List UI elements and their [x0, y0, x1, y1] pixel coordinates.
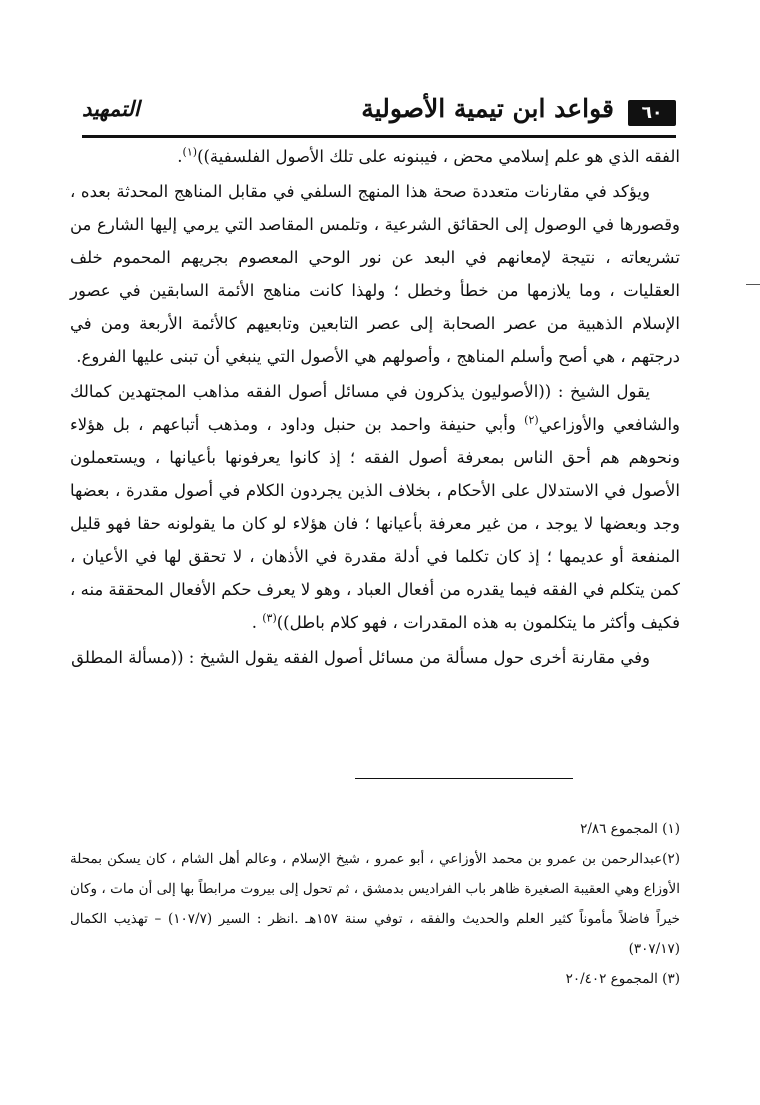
- page-number: ٦٠: [628, 100, 676, 126]
- paragraph-3: [70, 375, 680, 639]
- page-header: [82, 92, 676, 132]
- paragraph-2: ويؤكد في مقارنات متعددة صحة هذا المنهج السلفي في مقابل المناهج المحدثة بعده ، وقصورها في الوصول إلى الحقائق الشرعية ، وتلمس المقاصد التي يرمي إليها الشارع من تشريعاته ، نتيجة لإمعانهم في البعد عن نور الوحي المعصوم بجريهم المحموم خلف العقليات ، وما يلازمها من خطأ وخطل ؛ ولهذا كانت مناهج الأئمة السابقين في عصور الإسلام الذهبية من عصر الصحابة إلى عصر التابعين وتابعيهم كالأئمة الأربعة ومن في درجتهم ، هي أصح وأسلم المناهج ، وأصولهم هي الأصول التي ينبغي أن تبنى عليها الفروع.: [70, 182, 680, 366]
- footnote-ref-1: (١): [182, 145, 198, 159]
- footnote-divider: [355, 778, 573, 779]
- page-edge-mark: [746, 284, 760, 285]
- header-rule: [82, 135, 676, 138]
- footnote-ref-2: (٢): [524, 413, 539, 427]
- paragraph-1-text: الفقه الذي هو علم إسلامي محض ، فيبنونه على تلك الأصول الفلسفية)): [197, 147, 680, 166]
- footnote-ref-3: (٣): [262, 611, 277, 625]
- paragraph-3-text-b: وأبي حنيفة واحمد بن حنبل وداود ، ومذهب أتباعهم ، بل هؤلاء ونحوهم هم أحق الناس بمعرفة أصول الفقه ؛ إذ كانوا يعرفونها بأعيانها ، ويستعملون الأصول في الاستدلال على الأحكام ، بخلاف الذين يجردون الكلام في أصول مقدرة ، بعضها وجد وبعضها لا يوجد ، من غير معرفة بأعيانها ؛ فان هؤلاء لو كان ما يقولونه حقا فهو قليل المنفعة أو عديمها ؛ إذ كان تكلما في أدلة مقدرة في الأذهان ، لا تحقق لها في الأعيان ، كمن يتكلم في الفقه فيما يقدره من أفعال العباد ، وهو لا يعرف حكم الأفعال المحققة منه ، فكيف وأكثر ما يتكلمون به هذه المقدرات ، فهو كلام باطل)): [70, 415, 680, 632]
- footnotes: [70, 814, 680, 994]
- paragraph-4: وفي مقارنة أخرى حول مسألة من مسائل أصول الفقه يقول الشيخ : ((مسألة المطلق: [71, 648, 650, 667]
- section-title: التمهيد: [82, 96, 140, 121]
- book-title: قواعد ابن تيمية الأصولية: [361, 94, 614, 123]
- paragraph-3-text-a: يقول الشيخ : ((الأصوليون يذكرون في مسائل أصول الفقه مذاهب المجتهدين كمالك والشافعي والأوزاعي: [70, 382, 680, 434]
- main-text: [70, 140, 680, 674]
- paragraph-1-end: .: [177, 147, 183, 166]
- footnote-2: (٢)عبدالرحمن بن عمرو بن محمد الأوزاعي ، أبو عمرو ، شيخ الإسلام ، وعالم أهل الشام ، كان يسكن بمحلة الأوزاع وهي العقيبة الصغيرة ظاهر باب الفراديس بدمشق ، ثم تحول إلى بيروت مرابطاً بها إلى أن مات ، وكان خيراً فاضلاً مأموناً كثير العلم والحديث والفقه ، توفي سنة ١٥٧هـ .انظر : السير (١٠٧/٧) – تهذيب الكمال (٣٠٧/١٧): [70, 851, 680, 957]
- paragraph-3-end: .: [251, 613, 263, 632]
- paragraph-1: [70, 140, 680, 173]
- footnote-3: (٣) المجموع ٢٠/٤٠٢: [565, 971, 680, 987]
- footnote-1: (١) المجموع ٢/٨٦: [580, 821, 680, 837]
